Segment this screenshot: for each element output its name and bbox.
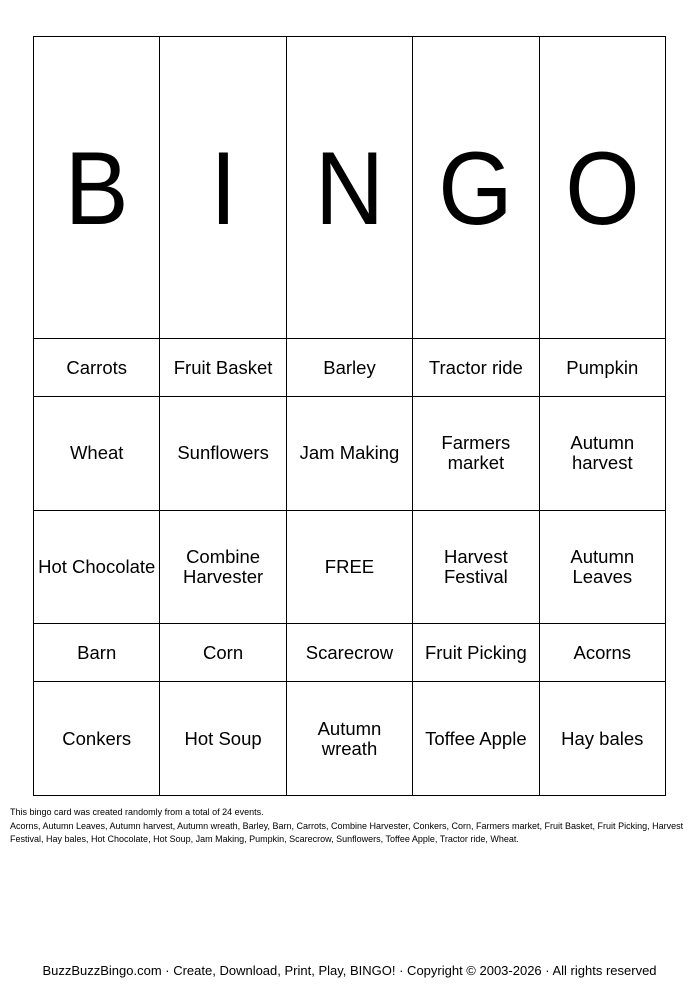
bingo-cell: Autumn wreath	[286, 682, 412, 796]
bingo-cell: Fruit Picking	[413, 624, 539, 682]
bingo-card	[33, 36, 666, 796]
header-letter: B	[64, 131, 129, 248]
bingo-row-4	[34, 624, 666, 682]
bingo-cell: Toffee Apple	[413, 682, 539, 796]
note-summary: This bingo card was created randomly from a total of 24 events.	[10, 807, 264, 817]
bingo-cell: Jam Making	[286, 397, 412, 511]
bingo-cell: Wheat	[34, 397, 160, 511]
header-letter: I	[209, 131, 237, 248]
bingo-row-2	[34, 397, 666, 511]
bingo-cell: Hot Soup	[160, 682, 286, 796]
bingo-cell: Barn	[34, 624, 160, 682]
header-cell-n	[286, 37, 412, 339]
bingo-cell: Barley	[286, 338, 412, 396]
bingo-cell: Carrots	[34, 338, 160, 396]
note-event-list: Acorns, Autumn Leaves, Autumn harvest, Autumn wreath, Barley, Barn, Carrots, Combine Harvester, Conkers, Corn, Farmers market, Fruit Basket, Fruit Picking, Harvest Festival, Hay bales, Hot Chocolate, Hot Soup, Jam Making, Pumpkin, Scarecrow, Sunflowers, Toffee Apple, Tractor ride, Wheat.	[10, 820, 684, 844]
header-cell-b	[34, 37, 160, 339]
header-letter: N	[314, 131, 385, 248]
bingo-cell: Pumpkin	[539, 338, 665, 396]
bingo-cell: Farmers market	[413, 397, 539, 511]
bingo-row-5	[34, 682, 666, 796]
header-cell-i	[160, 37, 286, 339]
bingo-row-1	[34, 338, 666, 396]
bingo-row-3	[34, 510, 666, 624]
bingo-cell: Sunflowers	[160, 397, 286, 511]
header-cell-g	[413, 37, 539, 339]
bingo-cell: Conkers	[34, 682, 160, 796]
bingo-cell: Combine Harvester	[160, 510, 286, 624]
bingo-header-row	[34, 37, 666, 339]
bingo-cell: Corn	[160, 624, 286, 682]
bingo-cell: Hot Chocolate	[34, 510, 160, 624]
bingo-cell: Acorns	[539, 624, 665, 682]
bingo-cell: Autumn harvest	[539, 397, 665, 511]
header-letter: G	[438, 131, 514, 248]
bingo-cell: Fruit Basket	[160, 338, 286, 396]
free-space-cell: FREE	[286, 510, 412, 624]
bingo-cell: Scarecrow	[286, 624, 412, 682]
bingo-cell: Harvest Festival	[413, 510, 539, 624]
bingo-cell: Autumn Leaves	[539, 510, 665, 624]
bingo-cell: Hay bales	[539, 682, 665, 796]
header-cell-o	[539, 37, 665, 339]
bingo-cell: Tractor ride	[413, 338, 539, 396]
footer-text: BuzzBuzzBingo.com · Create, Download, Print, Play, BINGO! · Copyright © 2003-2026 · All rights reserved	[42, 963, 657, 978]
header-letter: O	[565, 131, 640, 248]
card-info-note	[10, 806, 690, 847]
